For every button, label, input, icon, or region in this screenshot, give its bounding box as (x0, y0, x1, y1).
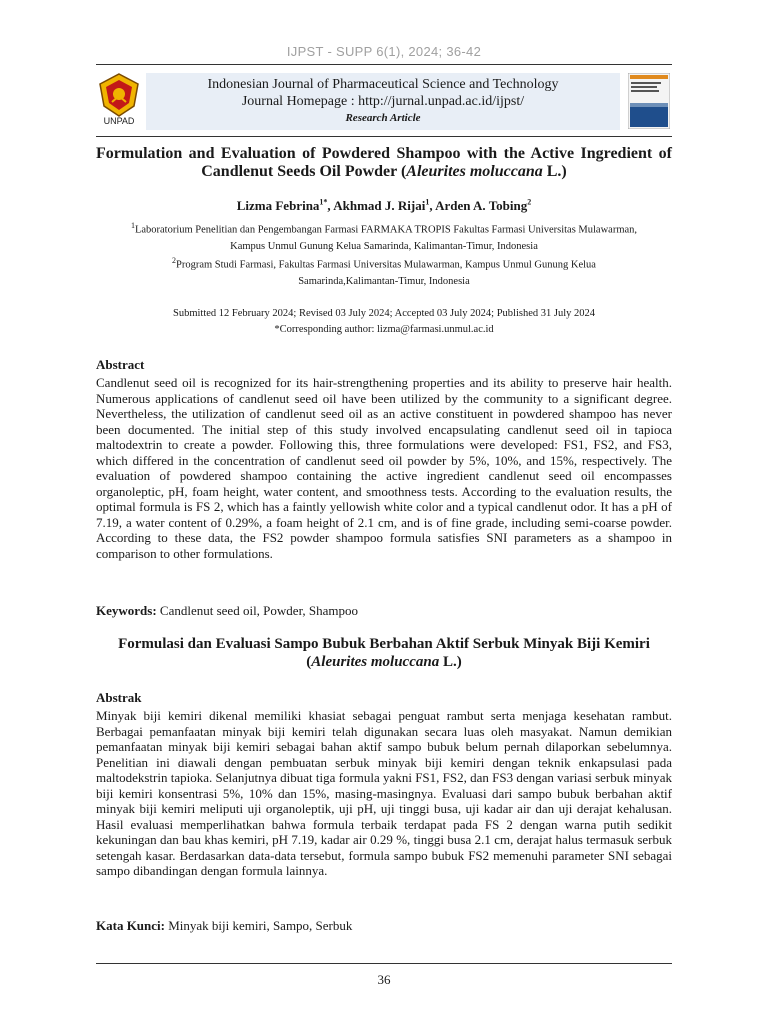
author: Lizma Febrina$^{1*}$, (236, 198, 334, 214)
running-head: IJPST - SUPP 6(1), 2024; 36-42 (286, 44, 482, 59)
page-number: 36 (377, 972, 391, 987)
top-rule (96, 64, 672, 65)
abstract-text: Candlenut seed oil is recognized for its hair-strengthening properties and its ability to preserve hair health. Numerous applications of candlenut seed oil have been utilized by the community to a significant degree. Nevertheless, the utilization of candlenut seed oil as an active constituent in powdered shampoo has never been documented. The initial step of this study involved encapsulating candlenut seed oil in tapioca maltodextrin to create a powder. Following this, three formulations were developed: FS1, FS2, and FS3, which differed in the concentration of candlenut seed oil powder by 5%, 10%, and 15%, respectively. The evaluation of powdered shampoo containing the active ingredient candlenut seed oil encompasses organoleptic, pH, foam height, water content, and smoothness tests. According to the evaluation results, the optimal formula is FS 2, which has a faintly yellowish white color and a typical candlenut odor. It has a pH of 7.19, a water content of 0.29%, a foam height of 2.1 cm, and is of fine grade, including semi-coarse powder. According to these data, the FS2 powder shampoo formula satisfies SNI parameters as a shampoo in comparison to other formulations. (96, 375, 672, 561)
article-title-indonesian: Formulasi dan Evaluasi Sampo Bubuk Berbahan Aktif Serbuk Minyak Biji Kemiri (Aleurites moluccana L.) (118, 636, 650, 670)
author: Akhmad J. Rijai$^1$, (333, 198, 436, 214)
journal-homepage: Journal Homepage : http://jurnal.unpad.ac.id/ijpst/ (241, 94, 525, 109)
kata-kunci: Kata Kunci: Minyak biji kemiri, Sampo, Serbuk (96, 918, 353, 933)
abstrak-heading: Abstrak (96, 690, 142, 705)
logo-label: UNPAD (103, 116, 135, 126)
article-type: Research Article (345, 112, 421, 124)
header-rule (96, 136, 672, 137)
journal-cover-thumbnail (628, 73, 670, 129)
affiliation-1: $^1$Laboratorium Penelitian dan Pengembangan Farmasi FARMAKA TROPIS Fakultas Farmasi Universitas Mulawarman, Kampus Unmul Gunung Kelua Samarinda, Kalimantan-Timur, Indonesia (130, 221, 638, 252)
journal-name: Indonesian Journal of Pharmaceutical Science and Technology (207, 77, 559, 92)
footer-rule (96, 963, 672, 964)
article-title: Formulation and Evaluation of Powdered Shampoo with the Active Ingredient of Candlenut Seeds Oil Powder (Aleurites moluccana L.) (96, 145, 672, 180)
abstrak-text: Minyak biji kemiri dikenal memiliki khasiat sebagai penguat rambut serta menjaga kesehatan rambut. Berbagai pemanfaatan minyak biji kemiri telah digunakan secara luas oleh masyakat. Namun demikian pemanfaatan minyak biji kemiri sebagai bahan aktif sampo bubuk belum pernah dilaporkan sebelumnya. Penelitian ini diawali dengan pembuatan serbuk minyak biji kemiri dengan teknik enkapsulasi pada maltodekstrin tapioka. Selanjutnya dibuat tiga formula yakni FS1, FS2, dan FS3 dengan variasi serbuk minyak biji kemiri konsentrasi 5%, 10% dan 15%, masing-masingnya. Evaluasi dari sampo bubuk berbahan aktif minyak biji kemiri meliputi uji organoleptik, uji pH, uji tinggi busa, uji kadar air dan uji derajat kehalusan. Hasil evaluasi memperlihatkan bahwa formula terbaik terdapat pada FS 2 dengan warna putih sedikit kekuningan dan bau khas kemiri, pH 7.19, kadar air 0.29 %, tinggi busa 2.1 cm, derajat halus termasuk serbuk setengah kasar. Berdasarkan data-data tersebut, formula sampo bubuk FS2 memenuhi parameter SNI sebagai sampo dibandingan dengan formula lainnya. (96, 708, 672, 878)
abstract-heading: Abstract (96, 357, 145, 372)
affiliation-2: $^2$Program Studi Farmasi, Fakultas Farmasi Universitas Mulawarman, Kampus Unmul Gunung Kelua Samarinda,Kalimantan-Timur, Indonesia (172, 256, 596, 287)
author: Arden A. Tobing$^2$ (435, 198, 532, 214)
corresponding-author: *Corresponding author: lizma@farmasi.unmul.ac.id (274, 324, 494, 335)
author-list (96, 198, 672, 214)
submission-dates: Submitted 12 February 2024; Revised 03 July 2024; Accepted 03 July 2024; Published 31 July 2024 *Corresponding author: lizma@farmasi.unmul.ac.id (96, 306, 672, 338)
journal-header (146, 73, 620, 130)
keywords: Keywords: Candlenut seed oil, Powder, Shampoo (96, 603, 358, 618)
